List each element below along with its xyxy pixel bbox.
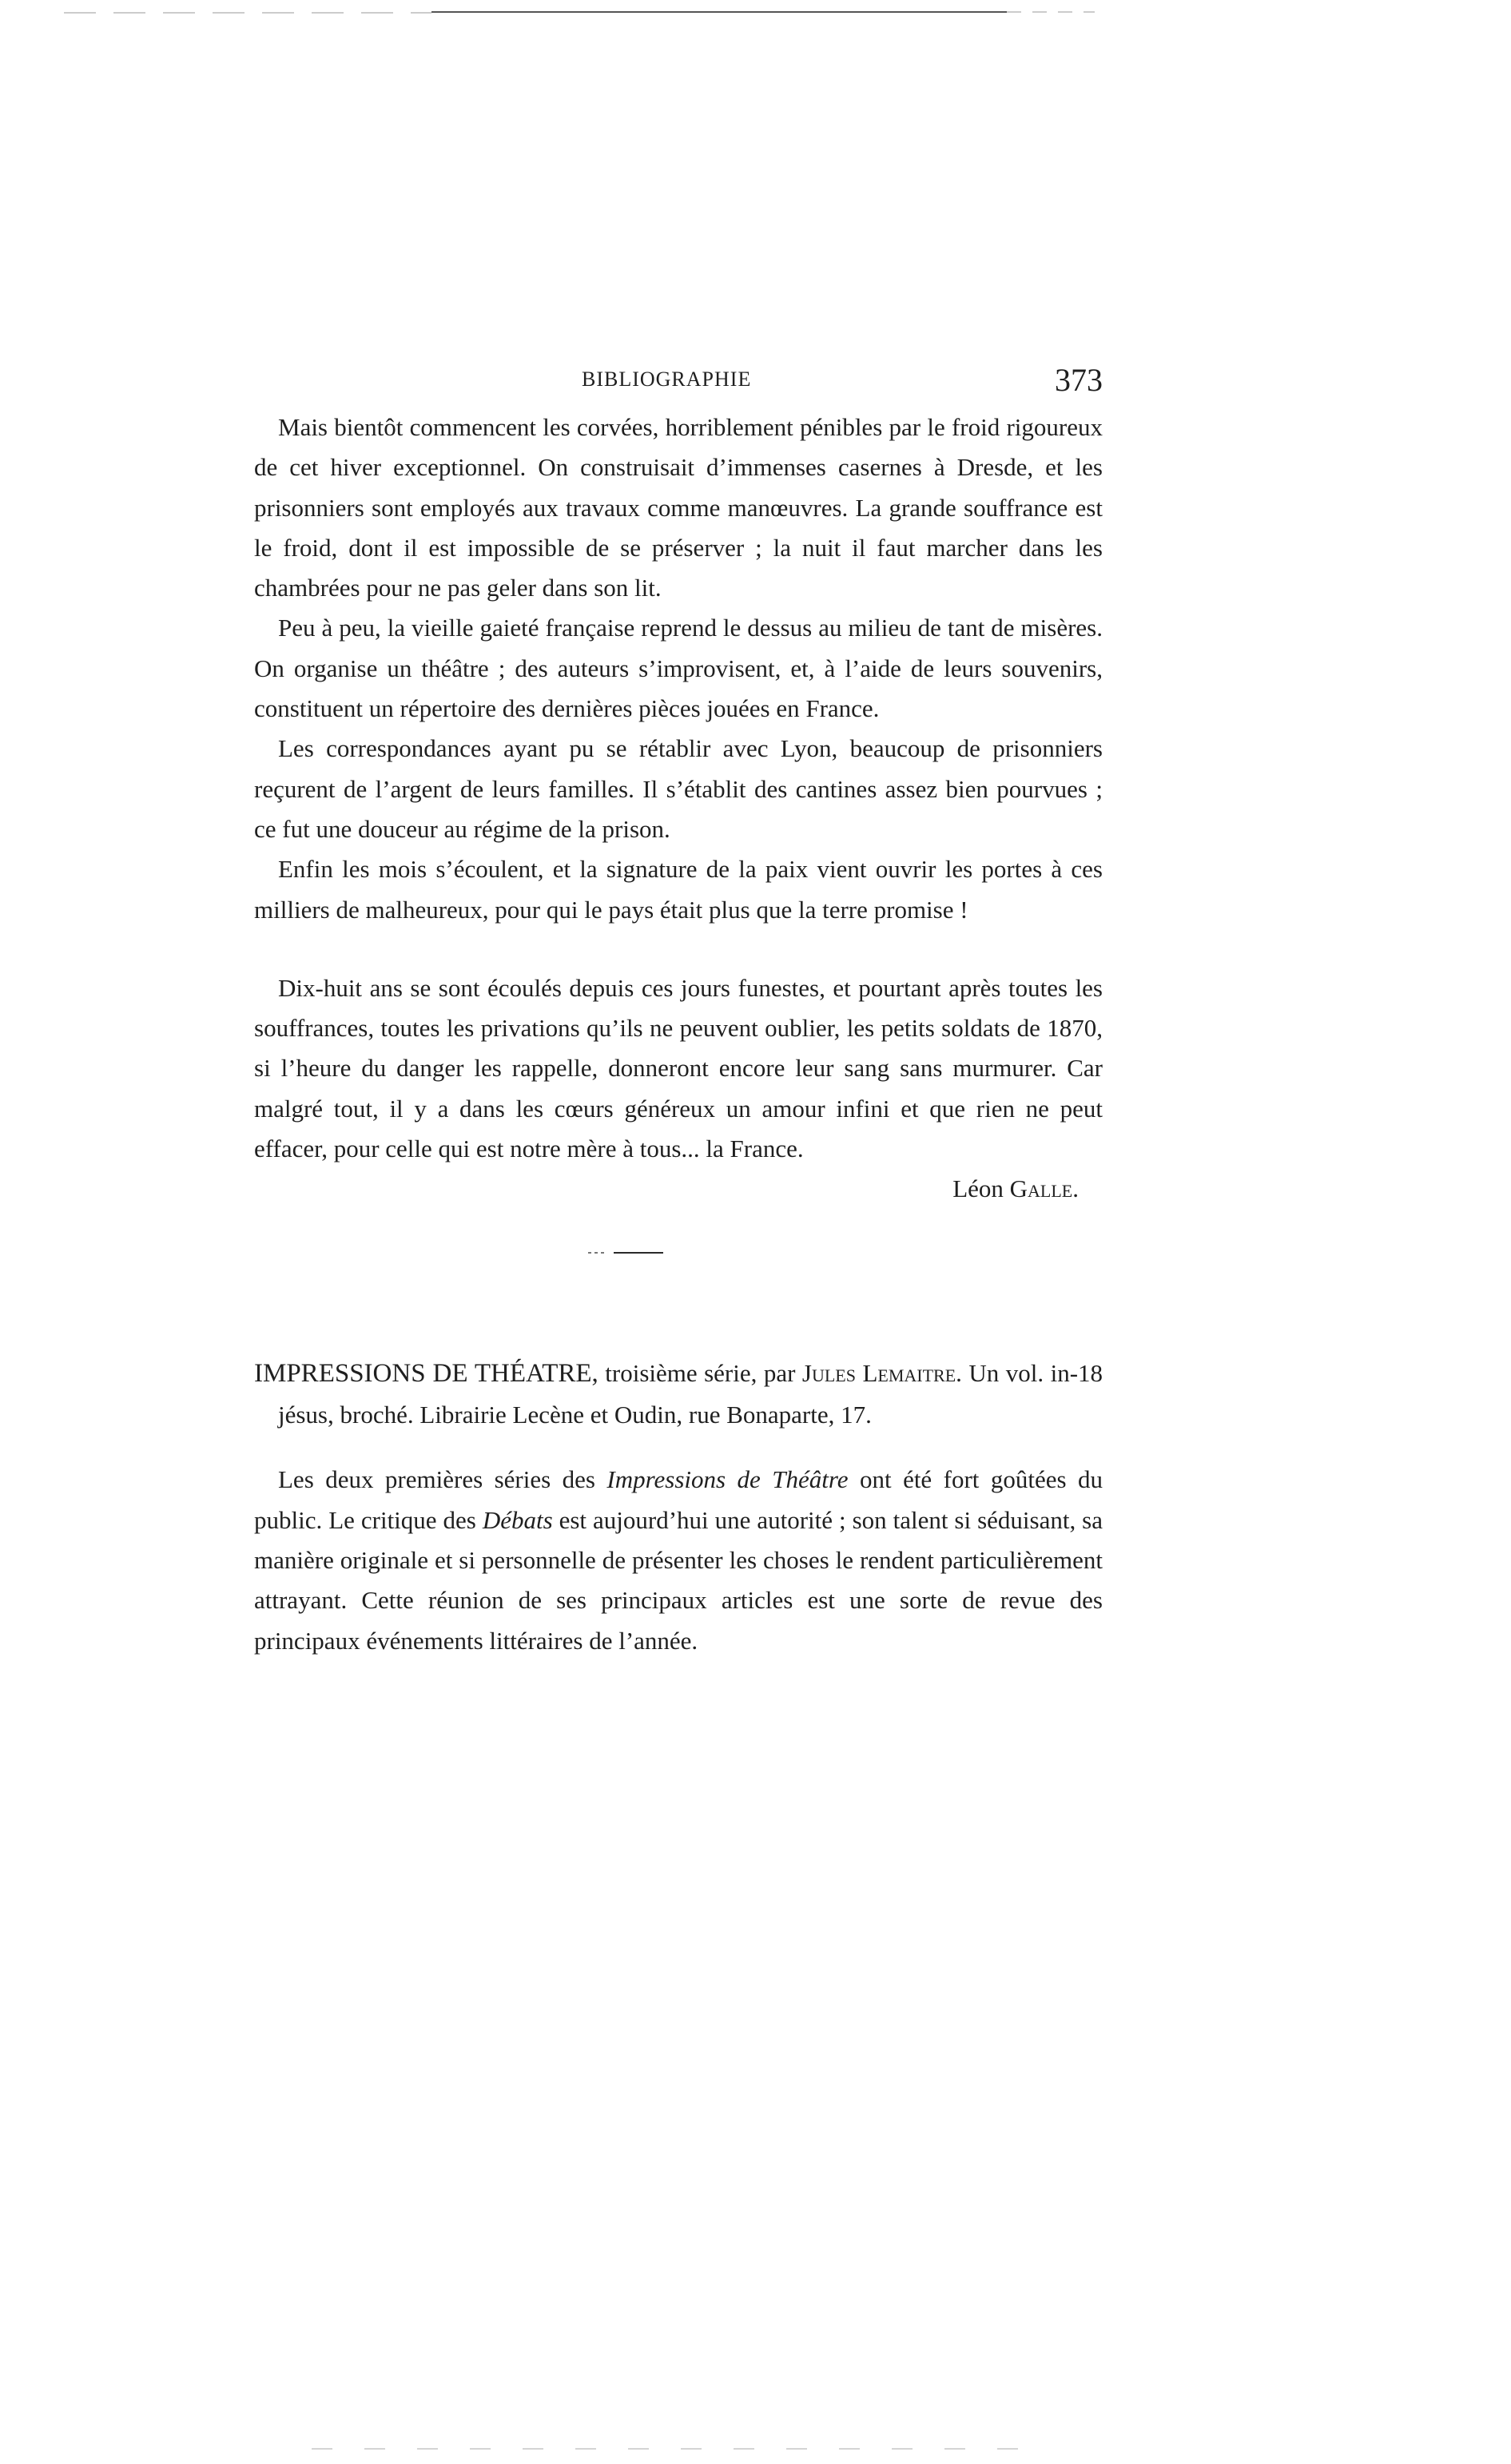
review-paragraph xyxy=(254,1460,1103,1660)
book-entry-heading xyxy=(254,1353,1103,1436)
paragraph: Dix-huit ans se sont écoulés depuis ces jours funestes, et pourtant après toutes les souffrances, toutes les privations qu’ils ne peuvent oublier, les petits soldats de 1870, si l’heure du danger les rappelle, donneront encore leur sang sans murmurer. Car malgré tout, il y a dans les cœurs généreux un amour infini et que rien ne peut effacer, pour celle qui est notre mère à tous... la France. xyxy=(254,973,1103,1163)
paragraph: Enfin les mois s’écoulent, et la signature de la paix vient ouvrir les portes à ces milliers de malheureux, pour qui le pays était plus que la terre promise ! xyxy=(254,855,1103,924)
signature-last-name: Galle. xyxy=(1009,1174,1079,1203)
paragraph-gap xyxy=(254,1436,1103,1460)
author-signature xyxy=(254,1169,1103,1209)
paragraph: Peu à peu, la vieille gaieté française reprend le dessus au milieu de tant de misères. On organise un théâtre ; des auteurs s’improvisent, et, à l’aide de leurs souvenirs, constituent un répertoire des dernières pièces jouées en France. xyxy=(254,614,1103,723)
review-book-title: Impressions de Théâtre xyxy=(606,1465,849,1494)
scan-edge-top-rule xyxy=(0,6,1511,18)
review-text: Les deux premières séries des xyxy=(278,1465,607,1494)
separator-dots xyxy=(588,1252,604,1254)
review-text: est aujourd’hui une autorité ; son talent si séduisant, sa manière originale et si personnelle de présenter les choses le rendent particulièrement attrayant. Cette réunion de ses principaux articles est une sorte de revue des principaux événements littéraires de l’année. xyxy=(254,1505,1103,1655)
book-title: IMPRESSIONS DE THÉATRE, xyxy=(254,1359,598,1389)
separator-rule xyxy=(614,1252,663,1254)
book-series: troisième série, par xyxy=(598,1359,802,1388)
section-separator xyxy=(254,1209,1103,1353)
paragraph: Les correspondances ayant pu se rétablir avec Lyon, beaucoup de prisonniers reçurent de l’argent de leurs familles. Il s’établit des cantines assez bien pourvues ; ce fut une douceur au régime de la prison. xyxy=(254,734,1103,843)
article-impressions-de-theatre xyxy=(254,1353,1103,1660)
book-author: Jules Lemaitre. xyxy=(801,1359,962,1388)
review-journal-title: Débats xyxy=(482,1505,553,1534)
running-head-title: BIBLIOGRAPHIE xyxy=(582,368,752,391)
book-publication-details: Un vol. in-18 jésus, broché. Librairie Lecène et Oudin, rue Bonaparte, 17. xyxy=(278,1359,1103,1429)
article-prisoners-1870 xyxy=(254,407,1103,1209)
paragraph-gap xyxy=(254,930,1103,968)
review-text: ont été fort goûtées du public. Le critique des xyxy=(254,1465,1103,1534)
signature-first-name: Léon xyxy=(952,1174,1004,1203)
book-page xyxy=(254,352,1103,1661)
running-head xyxy=(254,352,1103,407)
paragraph: Mais bientôt commencent les corvées, horriblement pénibles par le froid rigoureux de cet hiver exceptionnel. On construisait d’immenses casernes à Dresde, et les prisonniers sont employés aux travaux comme manœuvres. La grande souffrance est le froid, dont il est impossible de se préserver ; la nuit il faut marcher dans les chambrées pour ne pas geler dans son lit. xyxy=(254,413,1103,602)
page-number: 373 xyxy=(1055,362,1103,398)
scan-edge-bottom-rule xyxy=(0,2445,1511,2453)
